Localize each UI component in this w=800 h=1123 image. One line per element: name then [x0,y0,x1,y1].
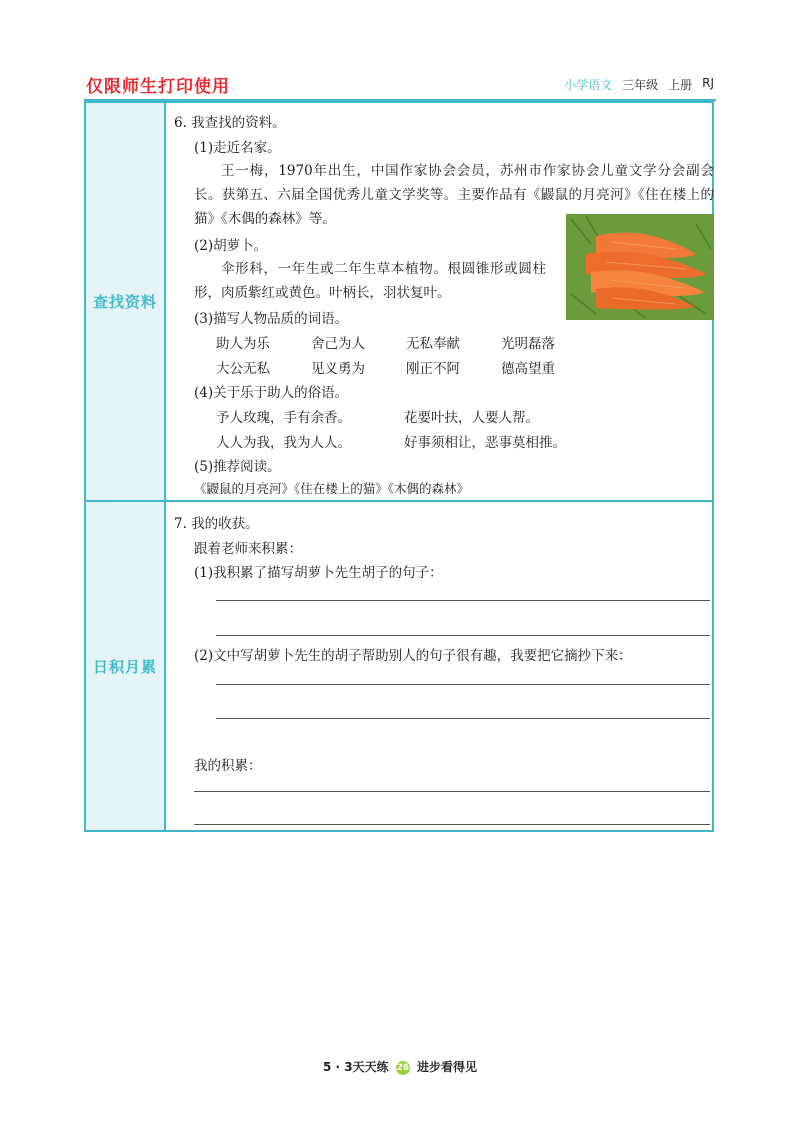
footer-brand: 5 · 3天天练 [322,1060,389,1074]
page-number-badge: 26 [396,1062,410,1073]
section-find-materials [84,101,714,502]
intro-text: 跟着老师来积累： [194,541,302,557]
print-notice-title: 仅限师生打印使用 [86,77,230,97]
word: 刚正不阿 [406,361,460,377]
words-row-2 [216,357,596,377]
saying: 花要叶扶，人要人帮。 [404,410,539,426]
carrot-photo [566,214,714,320]
grade-label: 三年级 [622,78,659,92]
saying: 好事须相让，恶事莫相推。 [404,435,566,451]
word: 大公无私 [216,361,270,377]
word: 助人为乐 [216,336,270,352]
item-1-text: 王一梅，1970年出生，中国作家协会会员，苏州市作家协会儿童文学分会副会长。获第五、六届全国优秀儿童文学奖等。主要作品有《鼹鼠的月亮河》《住在楼上的猫》《木偶的森林》等。 [194,163,714,227]
section-label-cell [86,502,166,830]
section-label: 日积月累 [92,657,157,676]
book-info [564,76,714,93]
word: 舍己为人 [311,336,365,352]
my-accumulation-label: 我的积累： [194,758,262,774]
words-row-1 [216,332,596,352]
page-footer [0,1058,800,1075]
item-5-text: 《鼹鼠的月亮河》《住在楼上的猫》《木偶的森林》 [194,481,470,496]
word: 见义勇为 [311,361,365,377]
saying: 予人玫瑰，手有余香。 [216,410,351,426]
section-content [166,103,712,500]
answer-line[interactable] [216,635,710,636]
word: 光明磊落 [501,336,555,352]
saying: 人人为我，我为人人。 [216,435,351,451]
footer-slogan: 进步看得见 [416,1060,477,1074]
edition-label: RJ [702,76,714,90]
word: 无私奉献 [406,336,460,352]
answer-line[interactable] [216,684,710,685]
subject-label: 小学语文 [564,78,613,92]
item-1-title: (1)走近名家。 [194,140,281,156]
answer-line[interactable] [194,824,710,825]
section-label-cell [86,103,166,500]
answer-line[interactable] [216,718,710,719]
item-1-prompt: (1)我积累了描写胡萝卜先生胡子的句子： [194,565,443,581]
item-2-text: 伞形科，一年生或二年生草本植物。根圆锥形或圆柱形，肉质紫红或黄色。叶柄长，羽状复叶。 [194,261,546,301]
section-label: 查找资料 [92,293,157,311]
item-2-prompt: (2)文中写胡萝卜先生的胡子帮助别人的句子很有趣，我要把它摘抄下来： [194,648,632,664]
item-2-title: (2)胡萝卜。 [194,238,268,254]
answer-line[interactable] [216,600,710,601]
item-5-title: (5)推荐阅读。 [194,459,281,475]
section-content [166,502,712,830]
section-daily-accumulation [84,500,714,832]
answer-line[interactable] [194,791,710,792]
volume-label: 上册 [668,78,693,92]
question-7-title: 7. 我的收获。 [174,516,259,532]
word: 德高望重 [501,361,555,377]
item-3-title: (3)描写人物品质的词语。 [194,311,349,327]
item-4-title: (4)关于乐于助人的俗语。 [194,385,349,401]
question-6-title: 6. 我查找的资料。 [174,115,286,131]
